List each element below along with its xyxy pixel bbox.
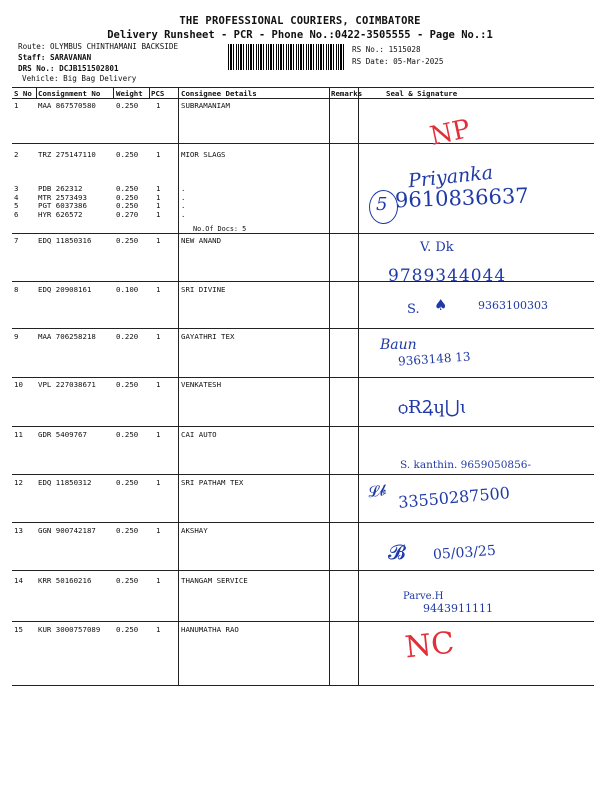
row-9-pcs: 1 — [156, 332, 161, 341]
date-row-13: 05/03/25 — [432, 542, 497, 564]
row-15-wt: 0.250 — [116, 625, 139, 634]
rs-date: RS Date: 05-Mar-2025 — [352, 57, 444, 66]
company-title: THE PROFESSIONAL COURIERS, COIMBATORE — [179, 15, 421, 27]
row-12-cn: EDQ 11850312 — [38, 478, 92, 487]
row-11-name: CAI AUTO — [181, 430, 217, 439]
row-10-cn: VPL 227038671 — [38, 380, 96, 389]
row-1-wt: 0.250 — [116, 101, 139, 110]
row-2-name: MIOR SLAGS — [181, 150, 226, 159]
np-mark: NP — [427, 114, 473, 152]
signature-row-13: 𝓑 — [388, 540, 406, 564]
row-11-cn: GDR 5409767 — [38, 430, 87, 439]
nc-mark: NC — [403, 625, 456, 666]
header-bottom-border — [12, 98, 594, 99]
s-signature: S. — [407, 302, 420, 317]
row-3-wt: 0.250 — [116, 184, 139, 193]
row-6-wt: 0.270 — [116, 210, 139, 219]
table-top-border — [12, 87, 594, 88]
rs-number: RS No.: 1515028 — [352, 45, 421, 54]
runsheet-subtitle: Delivery Runsheet - PCR - Phone No.:0422-3505555 - Page No.:1 — [107, 29, 493, 41]
row-10-sno: 10 — [14, 380, 23, 389]
row-8-wt: 0.100 — [116, 285, 139, 294]
row-13-wt: 0.250 — [116, 526, 139, 535]
row-8-sno: 8 — [14, 285, 19, 294]
row-11-pcs: 1 — [156, 430, 161, 439]
row-5-pcs: 1 — [156, 201, 161, 210]
row-15-pcs: 1 — [156, 625, 161, 634]
hash-mark: ♠ — [434, 296, 448, 314]
row-7-name: NEW ANAND — [181, 236, 222, 245]
row-12-wt: 0.250 — [116, 478, 139, 487]
row-separator — [12, 522, 594, 523]
row-10-wt: 0.250 — [116, 380, 139, 389]
row-14-wt: 0.250 — [116, 576, 139, 585]
drs-number: DRS No.: DCJB151502801 — [18, 64, 119, 73]
row-2-cn: TRZ 275147110 — [38, 150, 96, 159]
row-2-wt: 0.250 — [116, 150, 139, 159]
route: Route: OLYMBUS CHINTHAMANI BACKSIDE — [18, 42, 179, 51]
row-13-pcs: 1 — [156, 526, 161, 535]
row-separator — [12, 570, 594, 571]
row-11-sno: 11 — [14, 430, 23, 439]
row-13-name: AKSHAY — [181, 526, 208, 535]
row-4-sno: 4 — [14, 193, 19, 202]
row-13-cn: GGN 900742187 — [38, 526, 96, 535]
row-5-sno: 5 — [14, 201, 19, 210]
col-header-consignee: Consignee Details — [181, 89, 257, 98]
row-3-cn: PDB 262312 — [38, 184, 83, 193]
row-3-pcs: 1 — [156, 184, 161, 193]
row-15-sno: 15 — [14, 625, 23, 634]
staff-label: Staff: — [18, 53, 51, 62]
row-12-name: SRI PATHAM TEX — [181, 478, 244, 487]
row-5-cn: PGT 6037386 — [38, 201, 87, 210]
row-9-sno: 9 — [14, 332, 19, 341]
kanthin-signature: S. kanthin. 9659050856- — [400, 459, 532, 471]
row-7-cn: EDQ 11850316 — [38, 236, 92, 245]
row-13-sno: 13 — [14, 526, 23, 535]
row-12-pcs: 1 — [156, 478, 161, 487]
no-of-docs: No.Of Docs: 5 — [193, 225, 247, 233]
row-4-wt: 0.250 — [116, 193, 139, 202]
row-14-name: THANGAM SERVICE — [181, 576, 248, 585]
row-4-cn: MTR 2573493 — [38, 193, 87, 202]
row-14-sno: 14 — [14, 576, 23, 585]
row-10-name: VENKATESH — [181, 380, 222, 389]
row-6-sno: 6 — [14, 210, 19, 219]
col-header-pcs: PCS — [151, 89, 165, 98]
phone-5: 33550287500 — [397, 483, 511, 512]
row-14-pcs: 1 — [156, 576, 161, 585]
row-12-sno: 12 — [14, 478, 23, 487]
vdk-signature: V. Dk — [420, 240, 454, 255]
row-1-cn: MAA 867570580 — [38, 101, 96, 110]
row-separator — [12, 233, 594, 234]
row-3-sno: 3 — [14, 184, 19, 193]
row-2-sno: 2 — [14, 150, 19, 159]
row-separator — [12, 377, 594, 378]
row-11-wt: 0.250 — [116, 430, 139, 439]
staff — [18, 53, 91, 62]
row-8-pcs: 1 — [156, 285, 161, 294]
row-7-pcs: 1 — [156, 236, 161, 245]
row-15-name: HANUMATHA RAO — [181, 625, 239, 634]
bam-signature: Baun — [380, 337, 417, 353]
row-separator — [12, 143, 594, 144]
row-separator — [12, 474, 594, 475]
row-separator — [12, 426, 594, 427]
priyanka-signature: Priyanka — [407, 161, 495, 193]
row-8-cn: EDQ 20908161 — [38, 285, 92, 294]
row-1-pcs: 1 — [156, 101, 161, 110]
circled-number: 5 — [376, 194, 388, 215]
row-1-sno: 1 — [14, 101, 19, 110]
signature-row-12: 𝓛𝓫 — [366, 480, 388, 502]
row-14-cn: KRR 50160216 — [38, 576, 92, 585]
row-separator — [12, 281, 594, 282]
row-6-pcs: 1 — [156, 210, 161, 219]
table-bottom-border — [12, 685, 594, 686]
col-divider — [329, 87, 330, 685]
vehicle: Vehicle: Big Bag Delivery — [22, 74, 137, 83]
row-2-pcs: 1 — [156, 150, 161, 159]
row-4-name: . — [181, 193, 186, 202]
row-3-name: . — [181, 184, 186, 193]
row-8-name: SRI DIVINE — [181, 285, 226, 294]
row-5-name: . — [181, 201, 186, 210]
row-9-wt: 0.220 — [116, 332, 139, 341]
phone-1: 9610836637 — [394, 183, 529, 213]
phone-2: 9789344044 — [388, 266, 507, 286]
row-10-pcs: 1 — [156, 380, 161, 389]
col-header-consignment: Consignment No — [38, 89, 101, 98]
row-9-cn: MAA 706258218 — [38, 332, 96, 341]
row-6-cn: HYR 626572 — [38, 210, 83, 219]
phone-6: 9443911111 — [423, 602, 493, 615]
signature-row-14: Parve.H — [403, 591, 444, 602]
col-divider — [358, 87, 359, 685]
phone-4: 9363148 13 — [397, 349, 471, 369]
row-9-name: GAYATHRI TEX — [181, 332, 235, 341]
row-7-sno: 7 — [14, 236, 19, 245]
row-6-name: . — [181, 210, 186, 219]
barcode — [228, 44, 344, 70]
row-separator — [12, 328, 594, 329]
row-7-wt: 0.250 — [116, 236, 139, 245]
col-divider — [36, 87, 37, 98]
col-divider — [149, 87, 150, 98]
col-header-sno: S No — [14, 89, 32, 98]
staff-name: SARAVANAN — [50, 53, 92, 62]
row-15-cn: KUR 3000757089 — [38, 625, 101, 634]
col-header-signature: Seal & Signature — [386, 89, 458, 98]
signature-row-10: ѻɌꝜɥ⋃ɩ — [398, 397, 467, 418]
row-separator — [12, 621, 594, 622]
col-divider — [178, 87, 179, 685]
row-5-wt: 0.250 — [116, 201, 139, 210]
col-divider — [113, 87, 114, 98]
col-header-weight: Weight — [116, 89, 143, 98]
col-header-remarks: Remarks — [331, 89, 363, 98]
phone-3: 9363100303 — [478, 299, 548, 312]
row-1-name: SUBRAMANIAM — [181, 101, 230, 110]
row-4-pcs: 1 — [156, 193, 161, 202]
